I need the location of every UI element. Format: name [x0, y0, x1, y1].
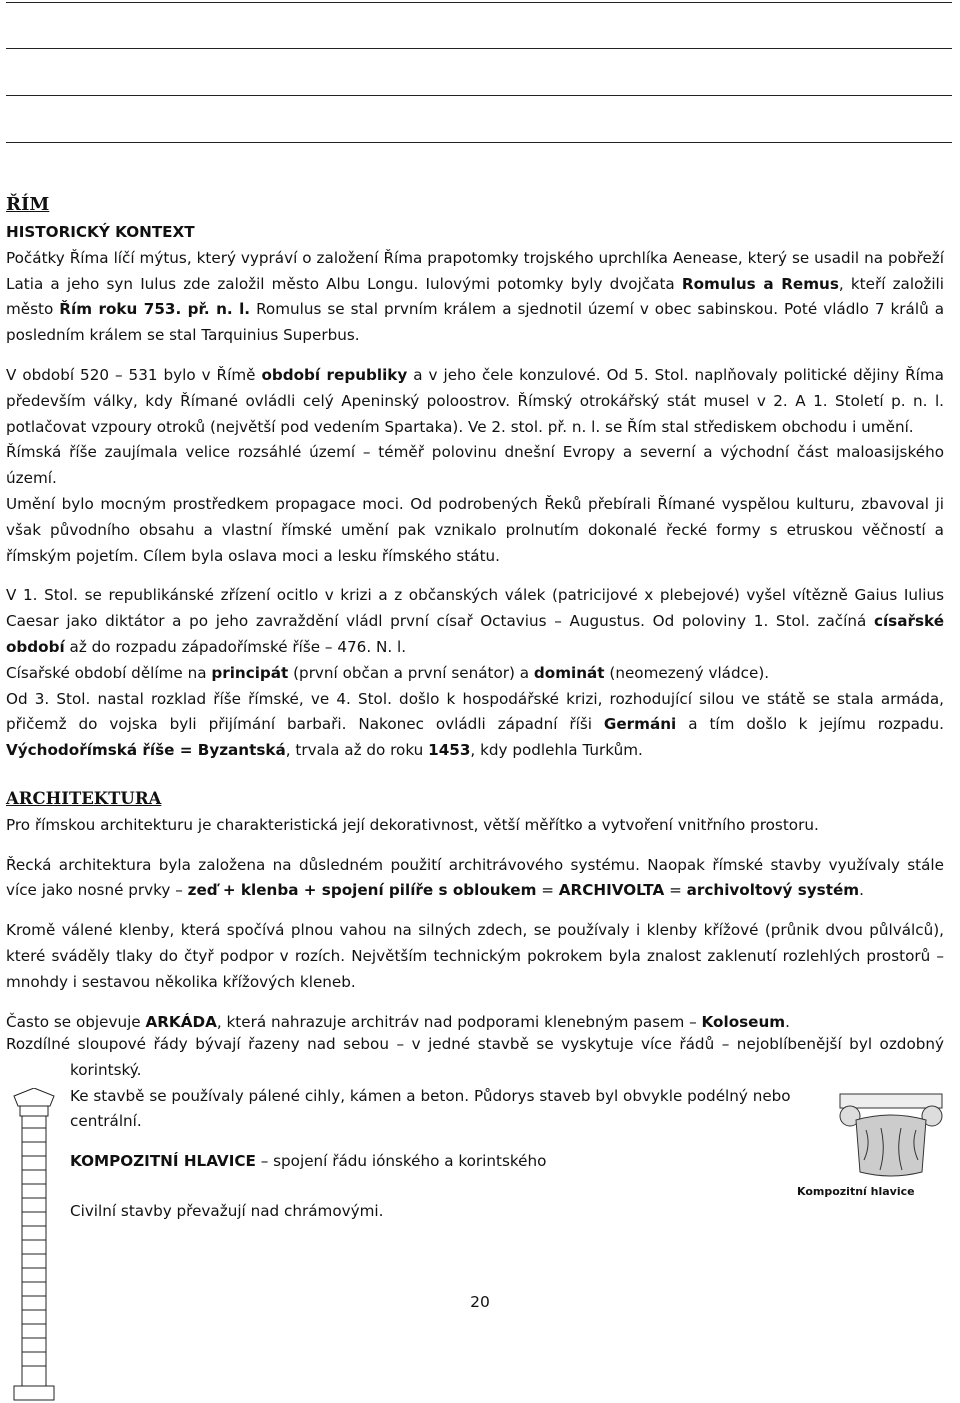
figure-caption: Kompozitní hlavice [797, 1185, 915, 1198]
paragraph: KOMPOZITNÍ HLAVICE – spojení řádu iónského a korintského [70, 1152, 547, 1171]
paragraph: Umění bylo mocným prostředkem propagace moci. Od podrobených Řeků přebírali Římané vyspělou kulturu, zbavoval ji však původního obsahu a vlastní římské umění pak vznikalo prolnutím dokonalé řecké formy s etruskou věčností a římským pojetím. Cílem byla oslava moci a lesku římského státu. [6, 494, 944, 565]
chapter-title: ŘÍM [6, 194, 50, 215]
paragraph: Civilní stavby převažují nad chrámovými. [70, 1201, 384, 1220]
paragraph: Ke stavbě se používaly pálené cihly, kámen a beton. Půdorys staveb byl obvykle podélný nebo centrální. [70, 1086, 791, 1131]
paragraph: Kromě válené klenby, která spočívá plnou vahou na silných zdech, se používaly i klenby křížové (průnik dvou půlválců), které sváděly tlaky do čtyř podpor v rozích. Největším technickým pokrokem byla znalost zaklenutí rozlehlých prostorů – mnohdy i sestavou několika křížových kleneb. [6, 921, 944, 991]
paragraph: V 1. Stol. se republikánské zřízení ocitlo v krizi a z občanských válek (patricijové x plebejové) vyšel vítězně Gaius Iulius Caesar jako diktátor a po jeho zavraždění vládl první císař Octavius – Augustus. Od poloviny 1. Stol. začíná císařské období až do rozpadu západořímské říše – 476. N. l. [6, 586, 944, 656]
paragraph: Od 3. Stol. nastal rozklad říše římské, ve 4. Stol. došlo k hospodářské krizi, rozhodující silou ve státě se stala armáda, přičemž do vojska byli přijímání barbaři. Nakonec ovládli západní říši Germáni a tím došlo k jejímu rozpadu. Východořímská říše = Byzantská, trvala až do roku 1453, kdy podlehla Turkům. [6, 689, 944, 760]
answer-line [6, 2, 952, 3]
section-heading: HISTORICKÝ KONTEXT [6, 223, 195, 241]
architecture-section [6, 786, 944, 1035]
paragraph: Římská říše zaujímala velice rozsáhlé území – téměř polovinu dnešní Evropy a severní a východní část maloasijského území. [6, 443, 944, 488]
paragraph: Často se objevuje ARKÁDA, která nahrazuje architráv nad podporami klenebným pasem – Koloseum. [6, 1012, 790, 1031]
paragraph: V období 520 – 531 bylo v Římě období republiky a v jeho čele konzulové. Od 5. Stol. naplňovaly politické dějiny Říma především války, kdy Římané ovládli celý Apeninský poloostrov. Římský otrokářský stát musel v 2. A 1. Století p. n. l. potlačovat vzpoury otroků (největší pod vedením Spartaka). Ve 2. stol. př. n. l. se Řím stal střediskem obchodu i umění. [6, 365, 944, 436]
answer-line [6, 95, 952, 96]
paragraph: Rozdílné sloupové řády bývají řazeny nad sebou – v jedné stavbě se vyskytuje více řádů – nejoblíbenější byl ozdobný korintský. [6, 1035, 944, 1079]
paragraph: Řecká architektura byla založena na důsledném použití architrávového systému. Naopak římské stavby využívaly stále více jako nosné prvky – zeď + klenba + spojení pilíře s obloukem = ARCHIVOLTA = archivoltový systém. [6, 855, 944, 900]
paragraph: Počátky Říma líčí mýtus, který vypráví o založení Říma prapotomky trojského uprchlíka Aenease, který se usadil na pobřeží Latia a jeho syn Iulus zde založil město Albu Longu. Iulovými potomky byly dvojčata Romulus a Remus, kteří založili město Řím roku 753. př. n. l. Romulus se stal prvním králem a sjednotil území v obec sabinskou. Poté vládlo 7 králů a posledním králem se stal Tarquinius Superbus. [6, 248, 944, 345]
section-heading: ARCHITEKTURA [6, 789, 162, 808]
answer-line [6, 48, 952, 49]
historical-section [6, 220, 944, 764]
paragraph: Císařské období dělíme na principát (první občan a první senátor) a dominát (neomezený vládce). [6, 663, 770, 682]
page-number: 20 [470, 1293, 490, 1311]
paragraph: Pro římskou architekturu je charakteristická její dekorativnost, větší měřítko a vytvoření vnitřního prostoru. [6, 815, 819, 834]
answer-line [6, 142, 952, 143]
composite-capital-illustration [836, 1090, 946, 1182]
